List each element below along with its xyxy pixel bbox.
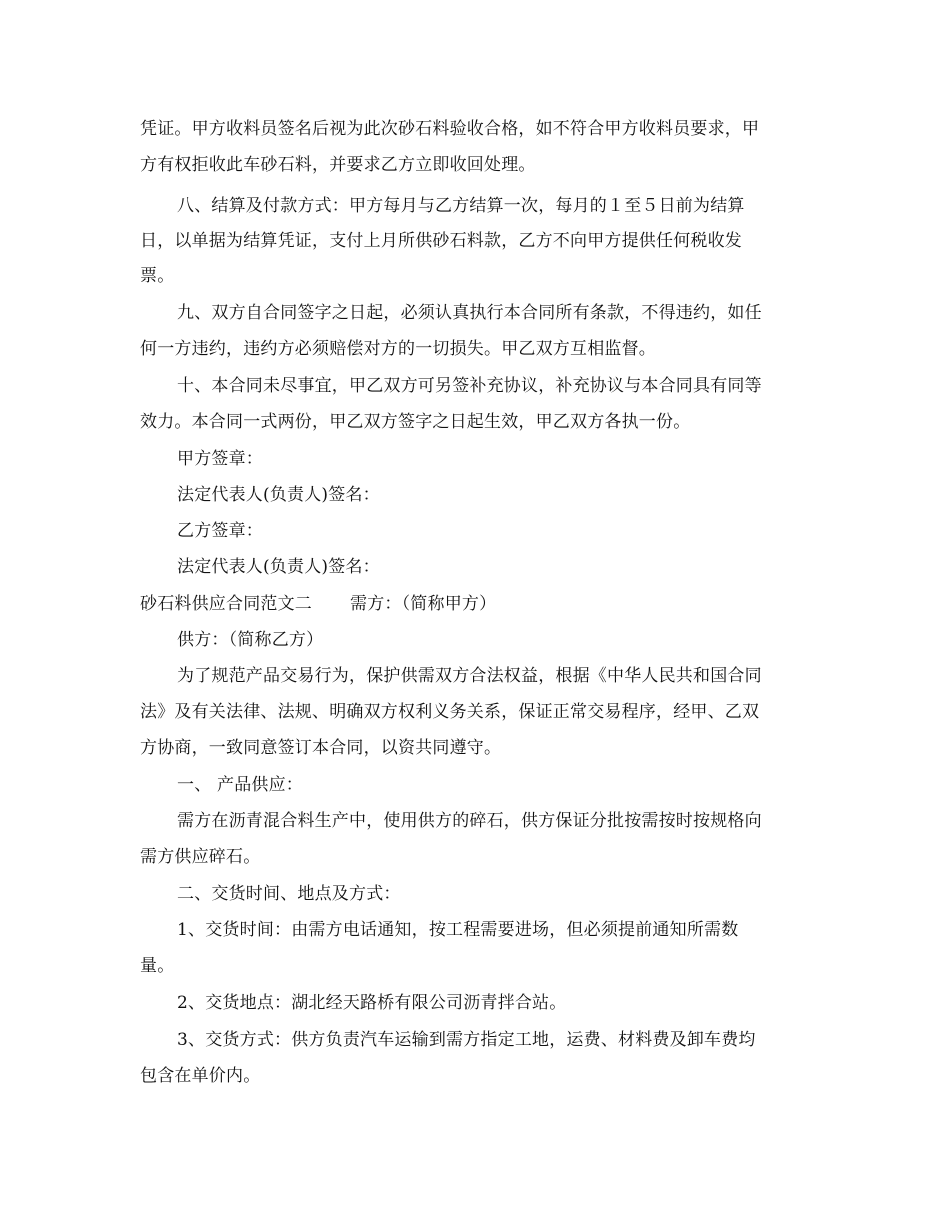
clause-9-heading: 九、双方自合同签字之日起，必须认真执行本合同所有条款，不得违约，如任 [177,303,762,323]
party-a-representative-label: 法定代表人(负责人)签名： [177,485,380,505]
clause-10-heading: 十、本合同未尽事宜，甲乙双方可另签补充协议，补充协议与本合同具有同等 [177,376,762,396]
text-line: 方协商，一致同意签订本合同，以资共同遵守。 [140,738,502,758]
text-line: 何一方违约，违约方必须赔偿对方的一切损失。甲乙双方互相监督。 [140,339,656,359]
text-line: 需方供应碎石。 [140,847,261,867]
preamble-line: 为了规范产品交易行为，保护供需双方合法权益，根据《中华人民共和国合同 [177,666,762,686]
item-delivery-method: 3、交货方式：供方负责汽车运输到需方指定工地，运费、材料费及卸车费均 [177,1030,756,1050]
party-b-seal-label: 乙方签章： [177,521,263,541]
text-line: 凭证。甲方收料员签名后视为此次砂石料验收合格，如不符合甲方收料员要求，甲 [140,119,760,139]
supplier-label: 供方：（简称乙方） [177,630,324,650]
text-line: 法》及有关法律、法规、明确双方权利义务关系，保证正常交易程序，经甲、乙双 [140,702,760,722]
buyer-label: 需方：（简称甲方） [350,594,497,614]
contract-title: 砂石料供应合同范文二 [140,594,312,614]
section-1-text: 需方在沥青混合料生产中，使用供方的碎石，供方保证分批按需按时按规格向 [177,811,762,831]
section-2-heading: 二、交货时间、地点及方式： [177,884,401,904]
party-a-seal-label: 甲方签章： [177,449,263,469]
item-delivery-time: 1、交货时间：由需方电话通知，按工程需要进场，但必须提前通知所需数 [177,920,739,940]
item-delivery-location: 2、交货地点：湖北经天路桥有限公司沥青拌合站。 [177,993,567,1013]
text-line: 票。 [140,266,175,286]
section-1-heading: 一、 产品供应： [177,775,304,795]
text-line: 效力。本合同一式两份，甲乙双方签字之日起生效，甲乙双方各执一份。 [140,412,691,432]
text-line: 量。 [140,956,175,976]
text-line: 方有权拒收此车砂石料，并要求乙方立即收回处理。 [140,155,536,175]
party-b-representative-label: 法定代表人(负责人)签名： [177,557,380,577]
text-line: 包含在单价内。 [140,1066,261,1086]
contract-title-line [140,593,820,615]
text-line: 日，以单据为结算凭证，支付上月所供砂石料款，乙方不向甲方提供任何税收发 [140,231,742,251]
clause-8-heading: 八、结算及付款方式：甲方每月与乙方结算一次，每月的１至５日前为结算 [177,196,745,216]
